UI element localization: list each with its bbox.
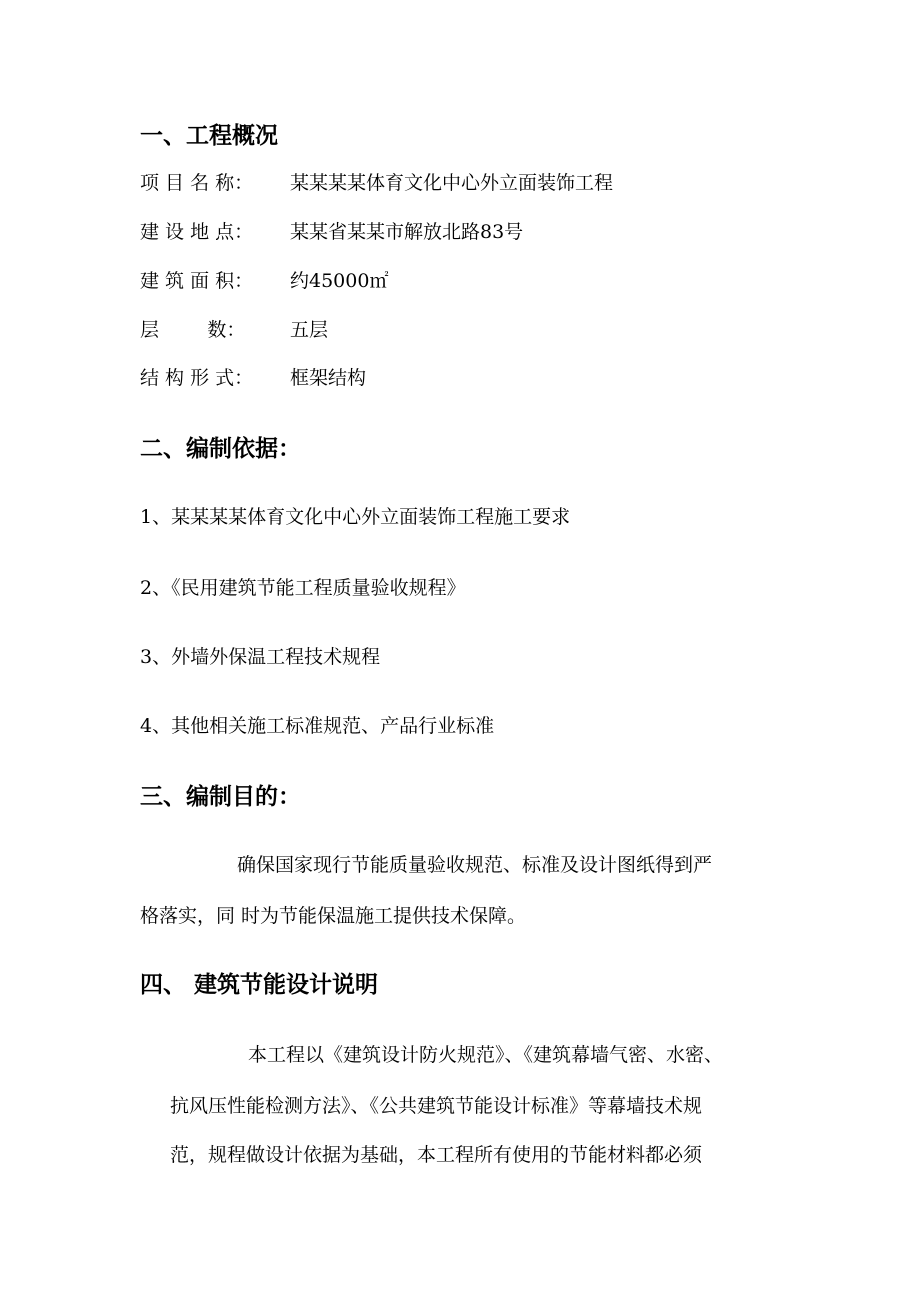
section-3-heading: 三、编制目的：: [140, 783, 301, 810]
floors-row: [140, 315, 328, 345]
structure-row: [140, 363, 366, 393]
project-name-value: 某某某某体育文化中心外立面装饰工程: [290, 172, 614, 194]
design-line-2: 抗风压性能检测方法》、《公共建筑节能设计标准》等幕墙技术规: [170, 1095, 703, 1117]
floors-label: 层 数：: [140, 319, 246, 341]
basis-item-4: 4、其他相关施工标准规范、产品行业标准: [140, 715, 495, 737]
structure-label: 结 构 形 式：: [140, 367, 254, 389]
area-value: 约45000㎡: [290, 270, 389, 292]
basis-item-3: 3、外墙外保温工程技术规程: [140, 646, 381, 668]
structure-value: 框架结构: [290, 367, 367, 389]
design-line-1: 本工程以《建筑设计防火规范》、《建筑幕墙气密、水密、: [248, 1044, 724, 1066]
design-line-3: 范，规程做设计依据为基础，本工程所有使用的节能材料都必须: [170, 1144, 703, 1166]
purpose-line-1: 确保国家现行节能质量验收规范、标准及设计图纸得到严: [237, 854, 713, 876]
purpose-line-2: 格落实，同 时为节能保温施工提供技术保障。: [140, 905, 527, 927]
area-label: 建 筑 面 积：: [140, 270, 254, 292]
section-2-heading: 二、编制依据：: [140, 435, 301, 462]
area-row: [140, 266, 388, 296]
basis-item-1: 1、某某某某体育文化中心外立面装饰工程施工要求: [140, 506, 571, 528]
basis-item-2: 2、《民用建筑节能工程质量验收规程》: [140, 577, 466, 599]
location-label: 建 设 地 点：: [140, 221, 254, 243]
project-name-label: 项 目 名 称：: [140, 172, 254, 194]
section-4-heading: 四、 建筑节能设计说明: [140, 971, 379, 998]
location-value: 某某省某某市解放北路83号: [290, 221, 524, 243]
location-row: [140, 217, 523, 247]
floors-value: 五层: [290, 319, 329, 341]
section-1-heading: 一、工程概况: [140, 122, 278, 149]
project-name-row: [140, 168, 613, 198]
